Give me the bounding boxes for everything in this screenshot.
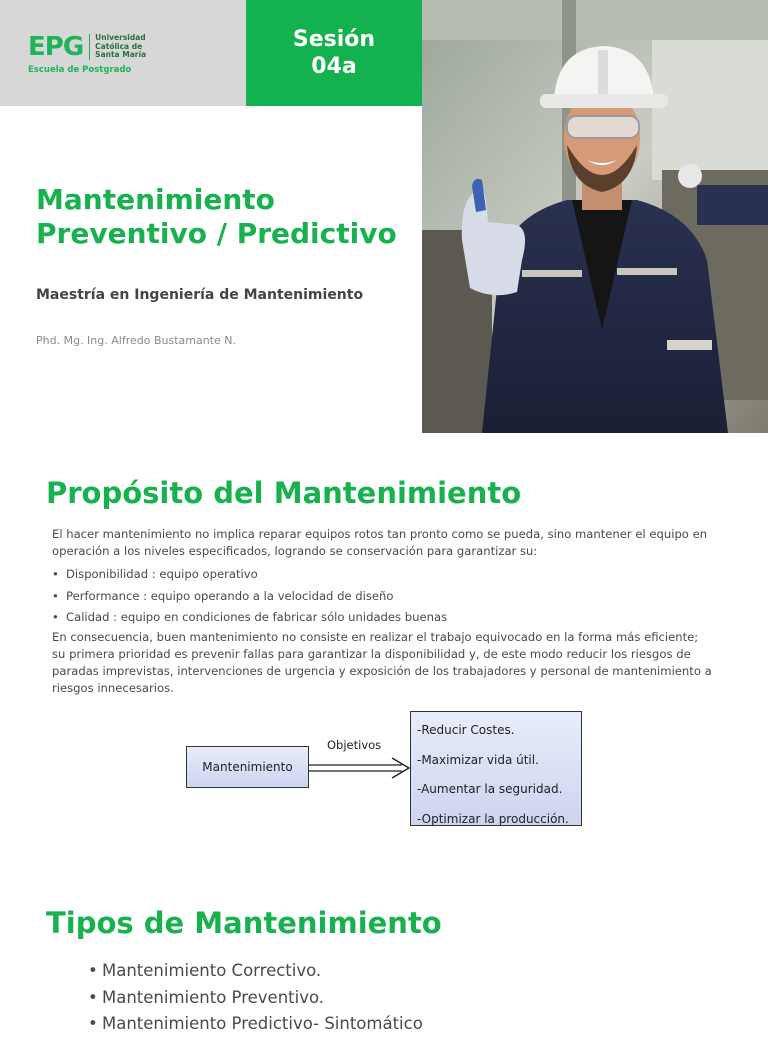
- logo-university-line: Santa María: [95, 50, 147, 60]
- logo-university-line: Universidad: [95, 33, 146, 43]
- objective-item: -Optimizar la producción.: [417, 811, 569, 826]
- session-label: Sesión: [292, 27, 376, 52]
- diagram-objectives-box: [410, 711, 582, 826]
- list-item: • Mantenimiento Preventivo.: [88, 985, 423, 1012]
- logo-university-line: Católica de: [95, 41, 143, 51]
- list-item: • Disponibilidad : equipo operativo: [52, 564, 447, 586]
- guarantee-list: [52, 564, 447, 629]
- maintenance-types-list: [88, 958, 423, 1038]
- list-item: • Mantenimiento Correctivo.: [88, 958, 423, 985]
- epg-logo: [28, 34, 146, 60]
- presentation-title: Mantenimiento Preventivo / Predictivo: [36, 183, 397, 250]
- section-title-tipos: Tipos de Mantenimiento: [46, 906, 442, 940]
- intro-paragraph: El hacer mantenimiento no implica reparar equipos rotos tan pronto como se pueda, sino mantener el equipo en operación a los niveles especificados, logrando se conservación para garantizar su:: [52, 527, 708, 558]
- logo-divider: [89, 34, 90, 60]
- author-name: Phd. Mg. Ing. Alfredo Bustamante N.: [36, 334, 236, 347]
- list-item: • Performance : equipo operando a la velocidad de diseño: [52, 586, 447, 608]
- list-item: • Mantenimiento Predictivo- Sintomático: [88, 1011, 423, 1038]
- objective-item: -Maximizar vida útil.: [417, 752, 539, 767]
- objective-item: -Aumentar la seguridad.: [417, 782, 563, 796]
- program-subtitle: Maestría en Ingeniería de Mantenimiento: [36, 287, 364, 303]
- diagram-arrow: [184, 708, 414, 828]
- list-item: • Calidad : equipo en condiciones de fabricar sólo unidades buenas: [52, 607, 447, 629]
- section-title-proposito: Propósito del Mantenimiento: [46, 476, 522, 510]
- session-number: 04a: [311, 54, 357, 79]
- diagram-arrow-label: Objetivos: [327, 738, 382, 752]
- objective-item: -Reducir Costes.: [417, 723, 515, 737]
- logo-university-name: [95, 34, 146, 60]
- logo-mark: EPG: [28, 32, 84, 62]
- conclusion-paragraph: En consecuencia, buen mantenimiento no consiste en realizar el trabajo equivocado en la forma más eficiente; su primera prioridad es prevenir fallas para garantizar la disponibilidad y, de este modo reducir los riesgos de paradas imprevistas, intervenciones de urgencia y exposición de los trabajadores y personal de mantenimiento a riesgos innecesarios.: [52, 630, 712, 695]
- session-badge: [246, 0, 422, 106]
- diagram-source-box: Mantenimiento: [186, 746, 309, 788]
- engineer-thumbs-up-photo: [422, 0, 768, 433]
- logo-school-name: Escuela de Postgrado: [28, 65, 132, 75]
